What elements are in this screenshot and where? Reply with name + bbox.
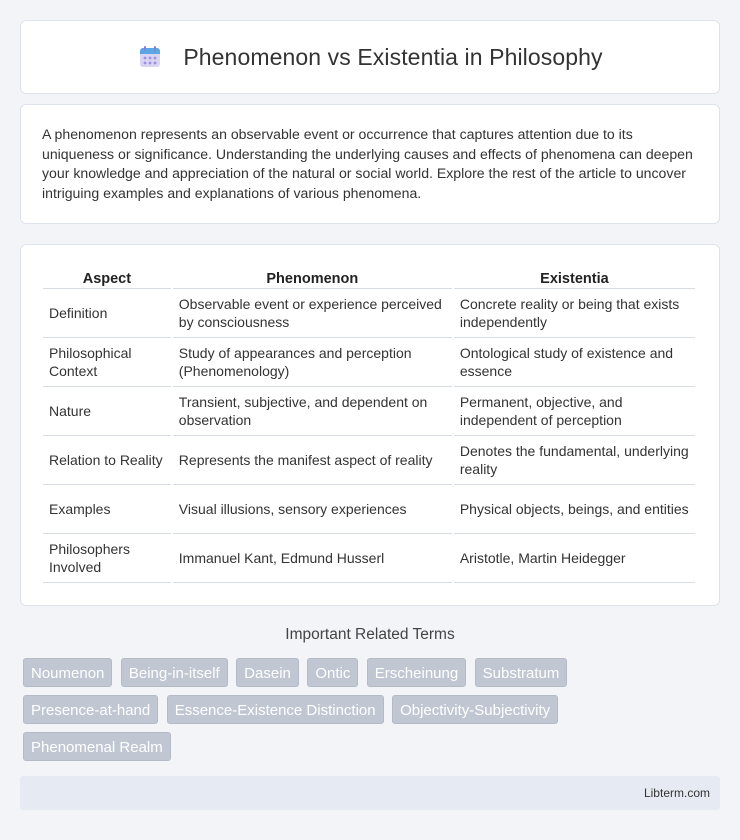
page-title: Phenomenon vs Existentia in Philosophy — [183, 43, 603, 70]
cell-aspect: Nature — [43, 387, 171, 436]
tag-erscheinung[interactable]: Erscheinung — [367, 658, 466, 687]
tag-dasein[interactable]: Dasein — [236, 658, 299, 687]
cell-existentia: Permanent, objective, and independent of perception — [454, 387, 695, 436]
related-terms-list — [23, 658, 643, 769]
cell-aspect: Relation to Reality — [43, 436, 171, 485]
tag-ontic[interactable]: Ontic — [307, 658, 358, 687]
tag-objectivity-subjectivity[interactable]: Objectivity-Subjectivity — [392, 695, 558, 724]
cell-phenomenon: Visual illusions, sensory experiences — [173, 485, 452, 534]
calendar-icon — [137, 44, 163, 70]
related-terms-title: Important Related Terms — [285, 626, 455, 643]
cell-aspect: Philosophers Involved — [43, 534, 171, 583]
header-existentia: Existentia — [454, 267, 695, 289]
table-header-row — [43, 267, 695, 289]
cell-aspect: Definition — [43, 289, 171, 338]
cell-existentia: Ontological study of existence and essence — [454, 338, 695, 387]
table-row — [43, 338, 695, 387]
header-card — [20, 20, 720, 94]
tag-essence-existence-distinction[interactable]: Essence-Existence Distinction — [167, 695, 384, 724]
intro-card — [20, 104, 720, 224]
tag-presence-at-hand[interactable]: Presence-at-hand — [23, 695, 158, 724]
cell-existentia: Concrete reality or being that exists independently — [454, 289, 695, 338]
header-aspect: Aspect — [43, 267, 171, 289]
footer-site-link[interactable]: Libterm.com — [643, 786, 710, 800]
cell-existentia: Physical objects, beings, and entities — [454, 485, 695, 534]
cell-aspect: Examples — [43, 485, 171, 534]
intro-text: A phenomenon represents an observable event or occurrence that captures attention due to its uniqueness or significance. Understanding the underlying causes and effects of phenomena can deepen your knowledge and appreciation of the natural or social world. Explore the rest of the article to uncover intriguing examples and explanations of various phenomena. — [42, 126, 693, 201]
header-phenomenon: Phenomenon — [173, 267, 452, 289]
cell-existentia: Denotes the fundamental, underlying reality — [454, 436, 695, 485]
tag-being-in-itself[interactable]: Being-in-itself — [121, 658, 228, 687]
cell-existentia: Aristotle, Martin Heidegger — [454, 534, 695, 583]
tag-phenomenal-realm[interactable]: Phenomenal Realm — [23, 732, 171, 761]
comparison-table — [41, 267, 697, 583]
cell-phenomenon: Transient, subjective, and dependent on observation — [173, 387, 452, 436]
tag-substratum[interactable]: Substratum — [475, 658, 568, 687]
table-row — [43, 387, 695, 436]
footer — [20, 776, 720, 810]
comparison-card — [20, 244, 720, 606]
cell-phenomenon: Represents the manifest aspect of reality — [173, 436, 452, 485]
table-row — [43, 485, 695, 534]
table-row — [43, 289, 695, 338]
cell-phenomenon: Immanuel Kant, Edmund Husserl — [173, 534, 452, 583]
tag-noumenon[interactable]: Noumenon — [23, 658, 112, 687]
cell-phenomenon: Study of appearances and perception (Phenomenology) — [173, 338, 452, 387]
cell-phenomenon: Observable event or experience perceived by consciousness — [173, 289, 452, 338]
cell-aspect: Philosophical Context — [43, 338, 171, 387]
table-row — [43, 436, 695, 485]
table-row — [43, 534, 695, 583]
